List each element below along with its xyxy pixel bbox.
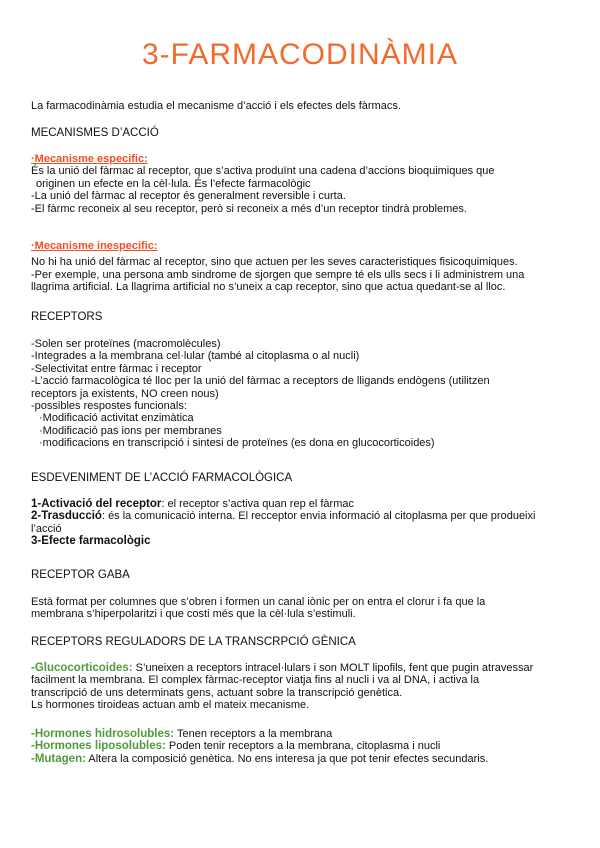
especific-line: -El fàrmc reconeix al seu receptor, però si reconeix a més d’un receptor tindrà problemes. [31,202,467,215]
receptors-line: -L’acció farmacològica té lloc per la unió del fàrmac a receptors de lligands endògens (utilitzen [31,375,490,388]
transcripcio-heading: RECEPTORS REGULADORS DE LA TRANSCRPCIÓ GÈNICA [31,636,356,648]
receptors-line: -Selectivitat entre fàrmac i receptor [31,362,202,375]
hidro-label: -Hormones hidrosolubles: [31,728,175,740]
gaba-heading: RECEPTOR GABA [31,569,130,581]
especific-line: -La unió del fàrmac al receptor és generalment reversible i curta. [31,190,346,203]
step3-label: 3-Efecte farmacològic [31,535,151,548]
inespecific-label: ·Mecanisme inespecific: [31,240,158,252]
receptors-subitem: ·Modificació pas ions per membranes [39,424,222,437]
hormones-list [31,728,576,765]
intro-paragraph: La farmacodinàmia estudia el mecanisme d’acció i els efectes dels fàrmacs. [31,100,401,112]
especific-line: originen un efecte en la cèl·lula. És l’efecte farmacològic [36,177,311,190]
mecanismes-heading: MECANISMES D’ACCIÓ [31,127,159,139]
gluco-text: S’uneixen a receptors intracel·lulars i son MOLT lipofils, fent que pugin atravessar [132,662,534,674]
step2-continuation: l’acció [31,522,62,535]
gluco-label: -Glucocorticoides: [31,662,133,674]
receptors-list [31,338,576,450]
receptors-line: -Integrades a la membrana cel·lular (també al citoplasma o al nucli) [31,350,360,363]
receptors-subitem: ·Modificació activitat enzimàtica [39,412,194,425]
step2-label: 2-Trasducció [31,510,102,523]
especific-section [31,153,576,215]
especific-label: ·Mecanisme especific: [31,153,148,165]
page-title: 3-FARMACODINÀMIA [141,38,459,71]
receptors-heading: RECEPTORS [31,311,103,323]
step1-text: : el receptor s’activa quan rep el fàrmac [161,498,354,510]
mutagen-text: Altera la composició genètica. No ens interesa ja que pot tenir efectes secundaris. [85,752,489,765]
inespecific-section [31,240,576,294]
gaba-paragraph [31,596,576,621]
inespecific-line: No hi ha unió del fàrmac al receptor, sino que actuen per les seves caracteristiques fisicoquimiques. [31,256,518,269]
lipo-text: Poden tenir receptors a la membrana, citoplasma i nucli [165,740,441,753]
receptors-line: receptors ja existents, NO creen nous) [31,387,219,400]
mutagen-label: -Mutagen: [31,752,86,765]
inespecific-line: llagrima artificial. La llagrima artificial no s’uneix a cap receptor, sino que actua quedant-se al lloc. [31,281,506,294]
gaba-line: Està format per columnes que s’obren i formen un canal iònic per on entra el clorur i fa que la [31,596,486,608]
receptors-line: -possibles respostes funcionals: [31,400,187,413]
gaba-line: membrana s’hiperpolaritzi i que costi més que la cèl·lula s’estimuli. [31,608,356,621]
receptors-line: -Solen ser proteïnes (macromolècules) [31,338,221,350]
step1-label: 1-Activació del receptor [31,498,162,510]
step2-text: : és la comunicació interna. El recceptor envia informació al citoplasma per que produeixi [101,510,536,523]
lipo-label: -Hormones liposolubles: [31,740,166,753]
transcripcio-paragraph [31,662,576,712]
inespecific-line: -Per exemple, una persona amb sindrome de sjorgen que sempre té els ulls secs i li administrem una [31,268,525,281]
esdeveniment-heading: ESDEVENIMENT DE L’ACCIÓ FARMACOLÒGICA [31,472,293,484]
transcripcio-line: facilment la membrana. El complex fàrmac-receptor viatja fins al nucli i va al DNA, i activa la [31,674,480,687]
transcripcio-line: transcripció de uns determinats gens, actuant sobre la transcripció genètica. [31,686,403,699]
esdeveniment-steps [31,498,576,548]
receptors-subitem: ·modificacions en transcripció i sintesi de proteïnes (es dona en glucocorticoides) [39,437,435,450]
transcripcio-line: Ls hormones tiroideas actuan amb el mateix mecanisme. [31,699,310,712]
especific-line: És la unió del fàrmac al receptor, que s’activa produïnt una cadena d’accions bioquimiques que [31,165,495,178]
hidro-text: Tenen receptors a la membrana [174,728,333,740]
